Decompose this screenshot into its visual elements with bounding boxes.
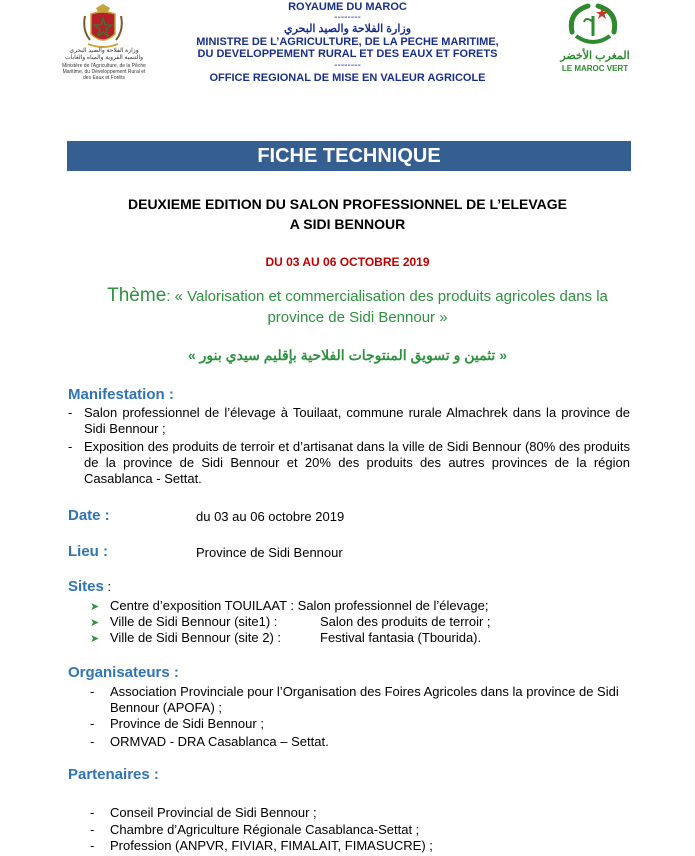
date-title: Date : [68,507,110,524]
theme-line1 [60,286,655,307]
dash-bullet: - [90,684,95,699]
dash-bullet: - [90,838,95,853]
seal-caption-arabic: وزارة الفلاحة والصيد البحري والتنمية القروية والمياه والغابات [64,48,144,61]
site-item [90,598,488,615]
sites-colon: : [103,579,112,594]
organisateur-item-text: Province de Sidi Bennour ; [110,716,264,731]
sites-title-text: Sites [68,578,104,595]
header-ministry-line1: MINISTRE DE L’AGRICULTURE, DE LA PECHE MARITIME, [196,36,499,48]
header-separator: -------- [334,12,361,23]
manifestation-item-text: Salon professionnel de l’élevage à Touilaat, commune rurale Almachrek dans la province de Sidi Bennour ; [84,405,630,436]
dash-bullet: - [90,716,95,731]
header-kingdom: ROYAUME DU MAROC [288,1,407,13]
maroc-vert-logo-icon [566,2,620,48]
theme-label: Thème [107,285,167,306]
partenaires-title: Partenaires : [68,766,159,783]
lieu-title: Lieu : [68,543,108,560]
site-item-left: Centre d’exposition TOUILAAT : [110,598,295,613]
manifestation-title: Manifestation : [68,386,174,403]
dash-bullet: - [68,405,73,420]
site-item-left: Ville de Sidi Bennour (site 2) : [110,630,282,645]
arrow-bullet-icon: ➤ [90,617,100,629]
arrow-bullet-icon: ➤ [90,601,100,613]
organisateurs-title: Organisateurs : [68,664,179,681]
theme-line2: province de Sidi Bennour » [267,309,448,326]
dash-bullet: - [90,822,95,837]
salon-title-line1: DEUXIEME EDITION DU SALON PROFESSIONNEL DE L’ELEVAGE [128,196,567,212]
partenaire-item-text: Chambre d’Agriculture Régionale Casablanca-Settat ; [110,822,420,837]
sites-title [68,578,111,595]
organisateur-item [90,684,630,716]
organisateur-item [90,716,630,732]
header-ministry-arabic: وزارة الفلاحة والصيد البحري [283,23,411,35]
header-ministry-line2: DU DEVELOPPEMENT RURAL ET DES EAUX ET FORETS [197,48,498,60]
partenaire-item [90,822,630,838]
dash-bullet: - [90,805,95,820]
date-value: du 03 au 06 octobre 2019 [196,509,345,524]
royal-seal-icon [82,4,124,50]
seal-caption-french: Ministère de l'Agriculture, de la Pêche Maritime, du Développement Rural et des Eaux et Forêts [62,63,146,81]
site-item-right: Salon professionnel de l’élevage; [297,598,489,613]
partenaire-item [90,805,630,821]
arrow-bullet-icon: ➤ [90,633,100,645]
event-dates: DU 03 AU 06 OCTOBRE 2019 [265,255,430,269]
partenaire-item [90,838,630,854]
site-item [90,614,491,631]
manifestation-item [68,405,630,437]
organisateur-item-text: Association Provinciale pour l’Organisation des Foires Agricoles dans la province de Sidi Bennour (APOFA) ; [110,684,619,715]
site-item-right: Salon des produits de terroir ; [320,614,491,629]
salon-title-line2: A SIDI BENNOUR [289,216,406,232]
header-office: OFFICE REGIONAL DE MISE EN VALEUR AGRICOLE [209,72,486,84]
dash-bullet: - [68,439,73,454]
lieu-value: Province de Sidi Bennour [196,545,343,560]
site-item [90,630,482,647]
partenaire-item-text: Profession (ANPVR, FIVIAR, FIMALAIT, FIMASUCRE) ; [110,838,433,853]
organisateur-item [90,734,630,750]
manifestation-item-text: Exposition des produits de terroir et d’artisanat dans la ville de Sidi Bennour (80% des produits de la province de Sidi Bennour et 20% des produits des autres provinces de la région Casablanca - Settat. [84,439,630,486]
dash-bullet: - [90,734,95,749]
maroc-vert-french: LE MAROC VERT [561,64,629,73]
site-item-right: Festival fantasia (Tbourida). [320,630,482,645]
maroc-vert-arabic: المغرب الأخضر [560,50,630,62]
site-item-left: Ville de Sidi Bennour (site1) : [110,614,278,629]
partenaire-item-text: Conseil Provincial de Sidi Bennour ; [110,805,317,820]
theme-arabic: « تثمين و تسويق المنتوجات الفلاحية بإقليم سيدي بنور » [187,347,508,363]
fiche-technique-banner: FICHE TECHNIQUE [67,141,631,171]
organisateur-item-text: ORMVAD - DRA Casablanca – Settat. [110,734,329,749]
manifestation-item [68,439,630,487]
theme-text-line1: : « Valorisation et commercialisation des produits agricoles dans la [166,288,608,305]
header-separator-2: -------- [334,60,361,71]
